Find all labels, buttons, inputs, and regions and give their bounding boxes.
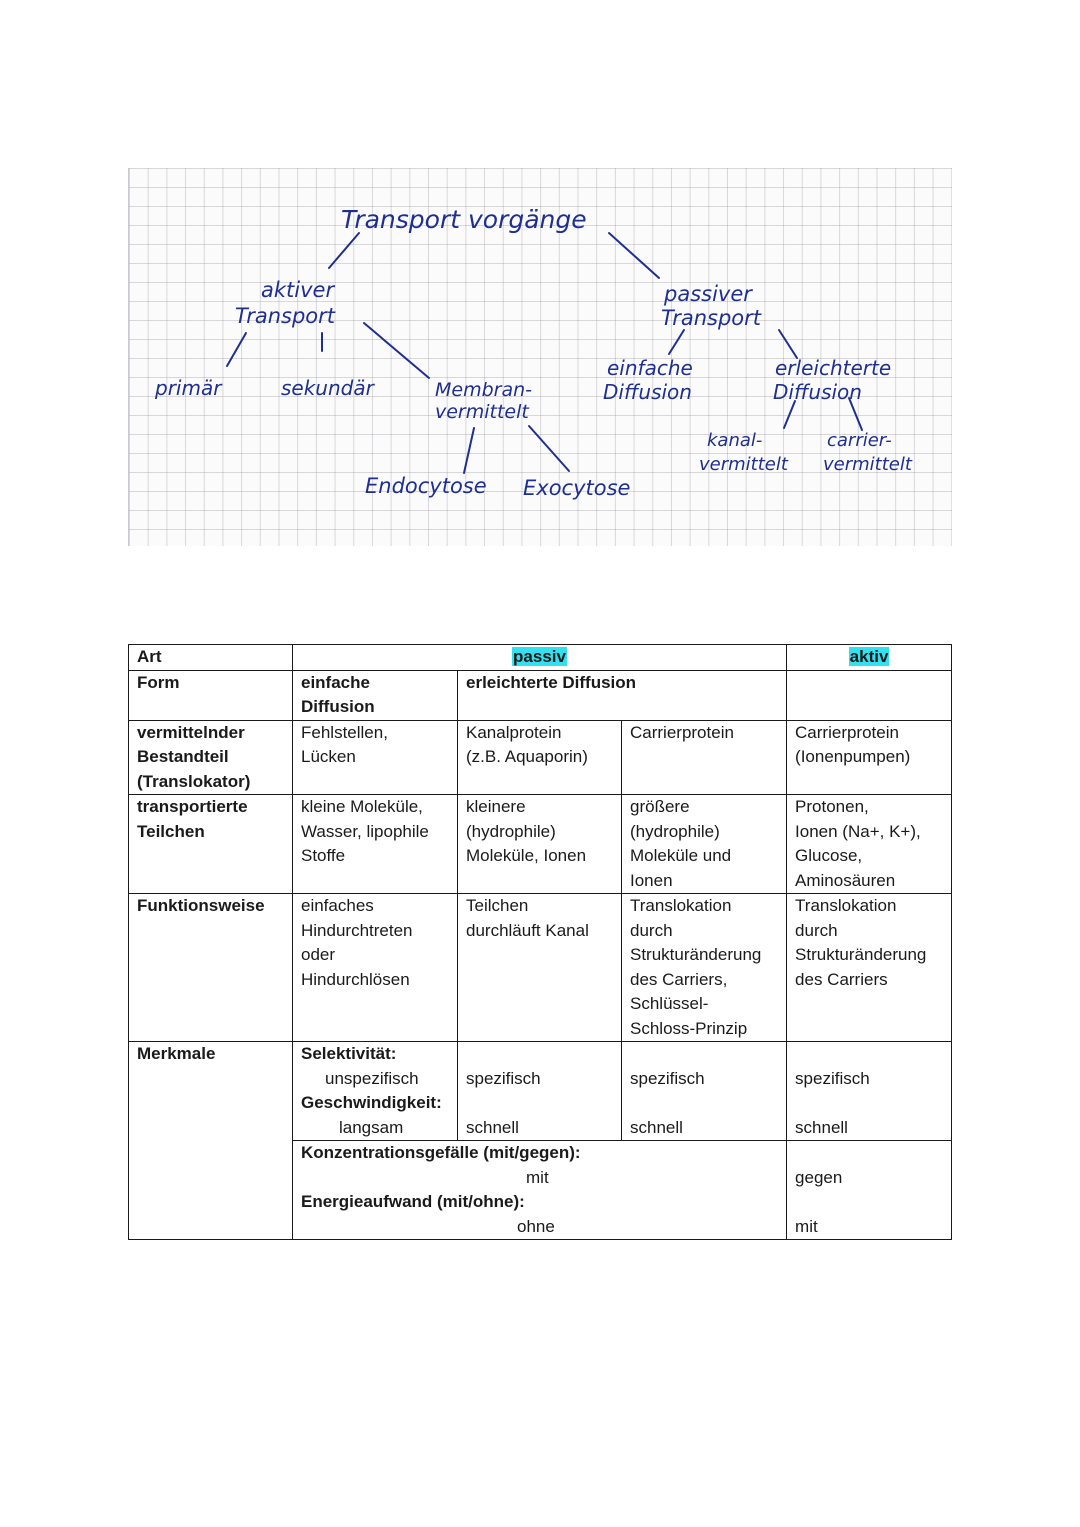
membrane-label-1: Membran- <box>435 379 533 401</box>
merkmale-simple: Selektivität: unspezifisch Geschwindigkeit: langsam <box>293 1042 458 1141</box>
row-label-translokator: vermittelnder Bestandteil (Translokator) <box>129 720 293 795</box>
concept-map-drawing <box>129 168 952 546</box>
channel-label-2: vermittelt <box>699 454 788 475</box>
teilchen-channel: kleinere (hydrophile) Moleküle, Ionen <box>458 795 622 894</box>
table-row-translokator <box>129 720 952 795</box>
transport-overview-table <box>128 644 952 1240</box>
primary-label: primär <box>155 376 222 400</box>
teilchen-simple: kleine Moleküle, Wasser, lipophile Stoffe <box>293 795 458 894</box>
translokator-simple: Fehlstellen, Lücken <box>293 720 458 795</box>
highlight-passiv: passiv <box>513 647 566 666</box>
teilchen-carrier: größere (hydrophile) Moleküle und Ionen <box>622 795 787 894</box>
edge-passive-simple <box>669 330 684 354</box>
merkmale-channel: spezifisch schnell <box>458 1042 622 1141</box>
funktion-carrier: Translokation durch Strukturänderung des Carriers, Schlüssel- Schloss-Prinzip <box>622 894 787 1042</box>
simple-diffusion-label-1: einfache <box>607 356 693 380</box>
merkmale-active: spezifisch schnell <box>787 1042 952 1141</box>
carrier-label-1: carrier- <box>827 430 892 451</box>
row-label-merkmale: Merkmale <box>129 1042 293 1240</box>
form-facilitated-diffusion: erleichterte Diffusion <box>458 670 787 720</box>
simple-diffusion-label-2: Diffusion <box>603 380 692 404</box>
funktion-active: Translokation durch Strukturänderung des Carriers <box>787 894 952 1042</box>
active-label-1: aktiver <box>261 278 335 302</box>
funktion-channel: Teilchen durchläuft Kanal <box>458 894 622 1042</box>
row-label-art: Art <box>129 645 293 671</box>
secondary-label: sekundär <box>281 376 374 400</box>
edge-membrane-endo <box>464 428 474 473</box>
header-aktiv <box>787 645 952 671</box>
edge-facil-channel <box>784 401 795 428</box>
form-active-empty <box>787 670 952 720</box>
channel-label-1: kanal- <box>707 430 763 451</box>
edge-passive-facilitated <box>779 330 797 358</box>
endocytose-label: Endocytose <box>365 474 487 498</box>
highlight-aktiv: aktiv <box>849 647 889 666</box>
gradient-energy-active: gegen mit <box>787 1141 952 1240</box>
edge-membrane-exo <box>529 426 569 471</box>
teilchen-active: Protonen, Ionen (Na+, K+), Glucose, Aminosäuren <box>787 795 952 894</box>
table-row-merkmale <box>129 1042 952 1141</box>
passive-label-1: passiver <box>664 282 752 306</box>
translokator-active: Carrierprotein (Ionenpumpen) <box>787 720 952 795</box>
active-label-2: Transport <box>235 304 335 328</box>
table-row-funktionsweise <box>129 894 952 1042</box>
passive-label-2: Transport <box>661 306 761 330</box>
edge-active-membrane <box>364 323 429 378</box>
transport-concept-map <box>128 168 952 546</box>
edge-root-passive <box>609 233 659 278</box>
root-label: Transport vorgänge <box>341 205 587 234</box>
membrane-label-2: vermittelt <box>435 401 529 423</box>
funktion-simple: einfaches Hindurchtreten oder Hindurchlösen <box>293 894 458 1042</box>
row-label-funktionsweise: Funktionsweise <box>129 894 293 1042</box>
merkmale-carrier: spezifisch schnell <box>622 1042 787 1141</box>
facilitated-diffusion-label-1: erleichterte <box>775 356 892 380</box>
translokator-channel: Kanalprotein (z.B. Aquaporin) <box>458 720 622 795</box>
header-passiv <box>293 645 787 671</box>
table-row-form <box>129 670 952 720</box>
translokator-carrier: Carrierprotein <box>622 720 787 795</box>
facilitated-diffusion-label-2: Diffusion <box>773 380 862 404</box>
edge-active-primary <box>227 333 246 366</box>
carrier-label-2: vermittelt <box>823 454 912 475</box>
row-label-teilchen: transportierte Teilchen <box>129 795 293 894</box>
table-row-teilchen <box>129 795 952 894</box>
exocytose-label: Exocytose <box>523 476 631 500</box>
table-row-art <box>129 645 952 671</box>
form-simple-diffusion: einfache Diffusion <box>293 670 458 720</box>
row-label-form: Form <box>129 670 293 720</box>
edge-root-active <box>329 233 359 268</box>
gradient-energy-passive: Konzentrationsgefälle (mit/gegen): mit Energieaufwand (mit/ohne): ohne <box>293 1141 787 1240</box>
